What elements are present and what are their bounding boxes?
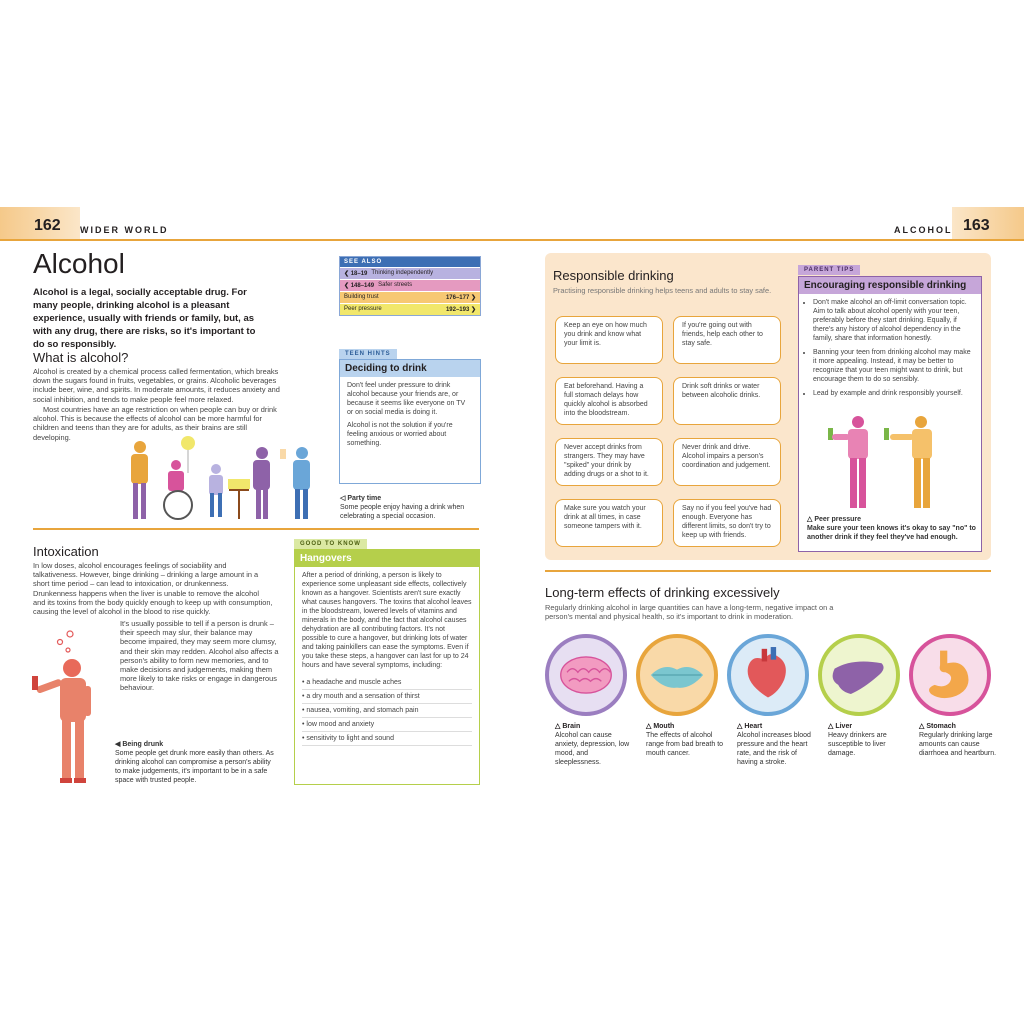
intoxication-p2: It's usually possible to tell if a person is drunk – their speech may slur, their balance may become impaired, they may seem more clumsy, and their skin may redden. Alcohol also affects a person's ability to form new memories, and to make decisions and judgements, making them more likely to take risks or engage in dangerous behaviour.	[120, 619, 279, 693]
section-divider-left	[33, 528, 479, 530]
intoxication-heading: Intoxication	[33, 544, 99, 559]
parent-tips-tab: PARENT TIPS	[798, 265, 860, 275]
responsible-drinking-card: Drink soft drinks or water between alcoholic drinks.	[673, 377, 781, 425]
organ-caption-text: Alcohol increases blood pressure and the heart rate, and the risk of having a stroke.	[737, 732, 811, 766]
teen-hints-title: Deciding to drink	[340, 360, 480, 377]
section-label-right: ALCOHOL	[894, 225, 953, 235]
see-also-row[interactable]	[340, 291, 480, 303]
organ-illustration	[818, 634, 900, 716]
organ-caption-text: The effects of alcohol range from bad breath to mouth cancer.	[646, 732, 724, 757]
see-also-row-part: 192–193 ❯	[445, 307, 476, 313]
see-also-row[interactable]	[340, 303, 480, 315]
party-caption	[340, 494, 470, 521]
organ-caption	[555, 722, 633, 767]
organ-caption	[737, 722, 815, 767]
drunk-person-illustration	[28, 628, 108, 788]
teen-hints-p1: Don't feel under pressure to drink alcohol because your friends are, or because it seems like everyone on TV or on social media is doing it.	[347, 382, 466, 416]
responsible-drinking-card: Never drink and drive. Alcohol impairs a person's coordination and judgement.	[673, 438, 781, 486]
organ-illustration	[727, 634, 809, 716]
drunk-caption-title: ◀ Being drunk	[115, 741, 164, 748]
organ-illustration	[636, 634, 718, 716]
see-also-label: SEE ALSO	[340, 257, 480, 267]
see-also-row-part: ❮ 18–19	[344, 271, 368, 277]
long-term-effects-heading: Long-term effects of drinking excessively	[545, 585, 780, 600]
parent-tips-title: Encouraging responsible drinking	[799, 277, 981, 294]
organ-caption-text: Alcohol can cause anxiety, depression, low mood, and sleeplessness.	[555, 732, 630, 766]
organ-caption-title: △ Liver	[828, 723, 853, 730]
see-also-row-part: Peer pressure	[344, 306, 382, 312]
see-also-row[interactable]	[340, 267, 480, 279]
parent-tip-item: • Lead by example and drink responsibly yourself.	[813, 389, 975, 398]
section-label-left: WIDER WORLD	[80, 225, 169, 235]
intoxication-p1: In low doses, alcohol encourages feelings of sociability and talkativeness. However, binge drinking – drinking a large amount in a short time period – can lead to intoxication, or drunkenness. Drunkenness happens when the liver is unable to remove the alcohol and its toxins from the body quickly enough to keep up with consumption, causing the level of alcohol in the blood to rise quickly.	[33, 561, 273, 617]
teen-hints-p2: Alcohol is not the solution if you're feeling anxious or worried about something.	[347, 422, 453, 447]
long-term-effects-subheading: Regularly drinking alcohol in large quantities can have a long-term, negative impact on a person's mental and physical health, so it's important to drink in moderation.	[545, 603, 834, 622]
good-to-know-text: After a period of drinking, a person is likely to experience some unpleasant side effects, collectively known as a hangover. Scientists aren't sure exactly what causes hangovers. The toxins that alcohol leaves in the bloodstream, lowered levels of vitamins and minerals in the body, and the fact that alcohol causes dehydration are all contributing factors. It's not possible to cure a hangover, but drinking lots of water and taking painkillers can ease the symptoms. Even if you take these steps, a hangover can last for up to 24 hours and have several symptoms, including:	[302, 572, 472, 669]
see-also-row-part: 176–177 ❯	[445, 295, 476, 301]
parent-tips-list	[799, 298, 981, 398]
page-number-left: 162	[34, 217, 61, 234]
organ-caption	[919, 722, 997, 758]
good-to-know-tab: GOOD TO KNOW	[294, 539, 367, 549]
party-caption-text: Some people enjoy having a drink when celebrating a special occasion.	[340, 504, 465, 520]
teen-hints-box	[339, 359, 481, 484]
page-number-right: 163	[963, 217, 990, 234]
organ-caption-title: △ Brain	[555, 723, 581, 730]
peer-pressure-caption-title: △ Peer pressure	[807, 516, 862, 523]
hangover-symptoms-list	[295, 676, 479, 746]
see-also-row-part: Thinking independently	[371, 270, 434, 276]
responsible-drinking-card: Eat beforehand. Having a full stomach delays how quickly alcohol is absorbed into the bloodstream.	[555, 377, 663, 425]
hangover-symptom-item: • nausea, vomiting, and stomach pain	[302, 704, 472, 718]
what-is-alcohol-heading: What is alcohol?	[33, 350, 129, 365]
organ-caption	[646, 722, 724, 758]
hangover-symptom-item: • a dry mouth and a sensation of thirst	[302, 690, 472, 704]
section-divider-right	[545, 570, 991, 572]
see-also-box	[339, 256, 481, 316]
teen-hints-tab: TEEN HINTS	[339, 349, 397, 359]
organ-caption-title: △ Mouth	[646, 723, 675, 730]
organ-caption-text: Heavy drinkers are susceptible to liver damage.	[828, 732, 887, 757]
organ-illustration	[909, 634, 991, 716]
hangover-symptom-item: • low mood and anxiety	[302, 718, 472, 732]
peer-pressure-illustration	[826, 414, 946, 512]
parent-tip-item: • Banning your teen from drinking alcohol may make it more appealing. Instead, it may be better to recognize that your teen might want to drink, but encourage them to do so sensibly.	[813, 348, 975, 384]
organ-illustration	[545, 634, 627, 716]
see-also-row-part: ❮ 148–149	[344, 283, 375, 289]
party-caption-title: ◁ Party time	[340, 495, 382, 502]
organ-caption-text: Regularly drinking large amounts can cause diarrhoea and heartburn.	[919, 732, 997, 757]
responsible-drinking-card: Make sure you watch your drink at all times, in case someone tampers with it.	[555, 499, 663, 547]
intro-text: Alcohol is a legal, socially acceptable drug. For many people, drinking alcohol is a pleasant experience, usually with friends or family, but, as with any drug, there are risks, so it's important to do so responsibly.	[33, 287, 256, 350]
responsible-drinking-card: If you're going out with friends, help each other to stay safe.	[673, 316, 781, 364]
header-rule	[0, 239, 1024, 241]
responsible-drinking-card: Never accept drinks from strangers. They may have "spiked" your drink by adding drugs or a shot to it.	[555, 438, 663, 486]
peer-pressure-caption	[807, 515, 977, 542]
what-is-alcohol-p1: Alcohol is created by a chemical process called fermentation, which breaks down the sugars found in fruits, vegetables, or grains. Alcoholic beverages include beer, wine, and spirits. In moderate amounts, it reduces anxiety and social inhibition, and tends to make people feel more relaxed.	[33, 367, 280, 404]
parent-tip-item: • Don't make alcohol an off-limit conversation topic. Aim to talk about alcohol openly with your teen, preferably before they start drinking. Equally, if there's any history of alcohol dependency in the family, share that information honestly.	[813, 298, 975, 343]
hangover-symptom-item: • a headache and muscle aches	[302, 676, 472, 690]
drunk-caption-text: Some people get drunk more easily than others. As drinking alcohol can compromise a person's ability to make judgements, it's important to be in a safe space with trusted people.	[115, 750, 274, 784]
what-is-alcohol-p2: Most countries have an age restriction on when people can buy or drink alcohol. This is because the effects of alcohol can be more harmful for children and teens than they are for adults, as their brains are still developing.	[33, 405, 277, 442]
good-to-know-box	[294, 549, 480, 785]
party-illustration	[126, 433, 326, 523]
responsible-drinking-subheading: Practising responsible drinking helps teens and adults to stay safe.	[553, 286, 772, 295]
hangover-symptom-item: • sensitivity to light and sound	[302, 732, 472, 746]
see-also-row-part: Safer streets	[378, 282, 413, 288]
responsible-drinking-card: Keep an eye on how much you drink and know what your limit is.	[555, 316, 663, 364]
organ-caption-title: △ Stomach	[919, 723, 956, 730]
organ-caption-title: △ Heart	[737, 723, 763, 730]
responsible-drinking-card: Say no if you feel you've had enough. Everyone has different limits, so don't try to keep up with friends.	[673, 499, 781, 547]
drunk-caption	[115, 740, 275, 785]
see-also-row-part: Building trust	[344, 294, 379, 300]
responsible-drinking-heading: Responsible drinking	[553, 268, 674, 283]
page-title: Alcohol	[33, 248, 125, 279]
peer-pressure-caption-text: Make sure your teen knows it's okay to say "no" to another drink if they feel they've had enough.	[807, 525, 976, 541]
good-to-know-title: Hangovers	[295, 550, 479, 567]
see-also-row[interactable]	[340, 279, 480, 291]
organ-caption	[828, 722, 906, 758]
